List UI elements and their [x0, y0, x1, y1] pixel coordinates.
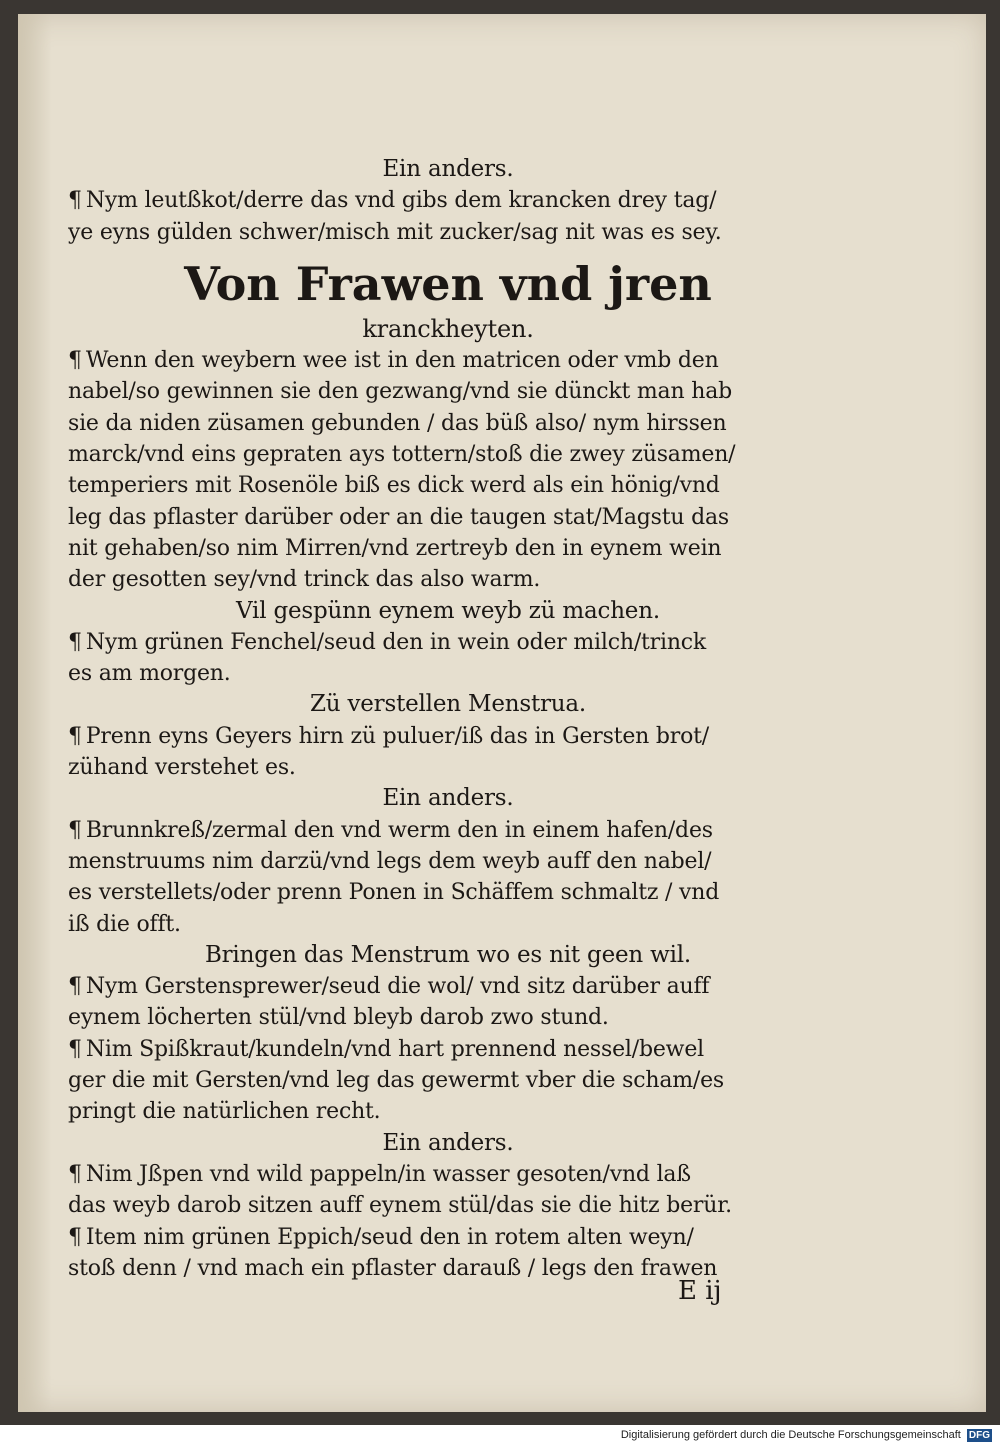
text-line: [68, 846, 828, 877]
line-text: zühand verstehet es.: [68, 755, 296, 781]
line-text: Ein anders.: [382, 1129, 514, 1156]
line-text: das weyb darob sitzen auff eynem stül/das sie die hitz berür.: [68, 1193, 732, 1219]
line-text: Ein anders.: [382, 785, 514, 812]
text-line: [68, 1002, 828, 1033]
recipe-heading: [68, 940, 828, 971]
recipe-heading: [68, 783, 828, 814]
pilcrow-icon: ¶: [68, 348, 82, 374]
line-text: marck/vnd eins gepraten ays tottern/stoß die zwey züsamen/: [68, 442, 736, 468]
signature-mark: E ij: [678, 1276, 722, 1306]
line-text: ye eyns gülden schwer/misch mit zucker/sag nit was es sey.: [68, 219, 722, 245]
text-line: [68, 658, 828, 689]
page-gutter-shadow: [18, 14, 52, 1412]
dfg-logo: DFG: [968, 1430, 990, 1441]
line-text: leg das pflaster darüber oder an die taugen stat/Magstu das: [68, 504, 730, 530]
line-text: es verstellets/oder prenn Ponen in Schäffem schmaltz / vnd: [68, 880, 720, 906]
section-title: [68, 254, 828, 314]
line-text: Ein anders.: [382, 156, 514, 182]
line-text: kranckheyten.: [362, 314, 534, 343]
line-text: Von Frawen vnd jren: [184, 256, 712, 311]
pilcrow-icon: ¶: [68, 188, 82, 214]
line-text: Zü verstellen Menstrua.: [309, 691, 587, 718]
digitization-credit: [621, 1426, 992, 1444]
line-text: Nym Gerstensprewer/seud die wol/ vnd sitz darüber auff: [85, 974, 710, 1000]
text-line: [68, 1190, 828, 1221]
text-line: [68, 345, 828, 376]
pilcrow-icon: ¶: [68, 1161, 82, 1187]
pilcrow-icon: ¶: [68, 974, 82, 1000]
line-text: stoß denn / vnd mach ein pflaster darauß / legs den frawen: [68, 1255, 718, 1281]
text-line: [68, 971, 828, 1002]
text-line: [68, 1096, 828, 1127]
section-title-continued: [68, 314, 828, 345]
recipe-heading: [68, 154, 828, 185]
text-line: [68, 502, 828, 533]
text-line: [68, 627, 828, 658]
text-line: [68, 376, 828, 407]
line-text: Wenn den weybern wee ist in den matricen oder vmb den: [85, 348, 719, 374]
text-line: [68, 217, 828, 248]
text-line: [68, 533, 828, 564]
line-text: temperiers mit Rosenöle biß es dick werd als ein hönig/vnd: [68, 473, 720, 499]
text-line: [68, 909, 828, 940]
line-text: Brunnkreß/zermal den vnd werm den in einem hafen/des: [85, 817, 713, 843]
line-text: sie da niden züsamen gebunden / das büß also/ nym hirssen: [68, 410, 727, 436]
pilcrow-icon: ¶: [68, 723, 82, 749]
line-text: menstruums nim darzü/vnd legs dem weyb auff den nabel/: [68, 848, 712, 874]
line-text: der gesotten sey/vnd trinck das also warm.: [68, 567, 541, 593]
text-line: [68, 1034, 828, 1065]
text-line: [68, 439, 828, 470]
text-line: [68, 877, 828, 908]
line-text: eynem löcherten stül/vnd bleyb darob zwo stund.: [68, 1005, 609, 1031]
text-line: [68, 815, 828, 846]
line-text: Item nim grünen Eppich/seud den in rotem alten weyn/: [85, 1224, 694, 1250]
line-text: Prenn eyns Geyers hirn zü puluer/iß das in Gersten brot/: [85, 723, 709, 749]
line-text: Bringen das Menstrum wo es nit geen wil.: [204, 941, 692, 968]
recipe-heading: [68, 1128, 828, 1159]
line-text: Vil gespünn eynem weyb zü machen.: [236, 597, 660, 624]
line-text: Nym leutßkot/derre das vnd gibs dem krancken drey tag/: [85, 188, 717, 214]
line-text: Nym grünen Fenchel/seud den in wein oder milch/trinck: [85, 629, 707, 655]
text-line: [68, 721, 828, 752]
text-line: [68, 752, 828, 783]
text-line: [68, 1065, 828, 1096]
recipe-heading: [68, 596, 828, 627]
pilcrow-icon: ¶: [68, 1224, 82, 1250]
text-line: [68, 1159, 828, 1190]
text-line: [68, 470, 828, 501]
line-text: Nim Spißkraut/kundeln/vnd hart prennend nessel/bewel: [85, 1036, 704, 1062]
page-text-block: [68, 154, 828, 1284]
pilcrow-icon: ¶: [68, 1036, 82, 1062]
pilcrow-icon: ¶: [68, 629, 82, 655]
line-text: ger die mit Gersten/vnd leg das gewermt vber die scham/es: [68, 1068, 725, 1094]
recipe-heading: [68, 689, 828, 720]
text-line: [68, 408, 828, 439]
line-text: nit gehaben/so nim Mirren/vnd zertreyb den in eynem wein: [68, 535, 722, 561]
line-text: Nim Jßpen vnd wild pappeln/in wasser gesoten/vnd laß: [85, 1161, 691, 1187]
line-text: nabel/so gewinnen sie den gezwang/vnd sie dünckt man hab: [68, 379, 732, 405]
text-line: [68, 185, 828, 216]
pilcrow-icon: ¶: [68, 817, 82, 843]
line-text: pringt die natürlichen recht.: [68, 1099, 381, 1125]
credit-text: Digitalisierung gefördert durch die Deutsche Forschungsgemeinschaft: [620, 1429, 961, 1441]
book-page: [18, 14, 986, 1412]
line-text: iß die offt.: [68, 911, 181, 937]
line-text: es am morgen.: [68, 661, 231, 687]
text-line: [68, 1222, 828, 1253]
text-line: [68, 564, 828, 595]
